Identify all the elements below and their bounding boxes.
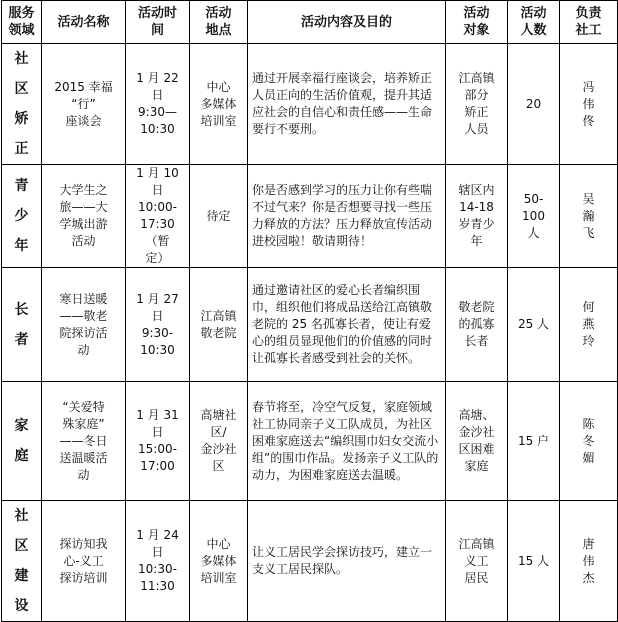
cell-count: 20 [508, 44, 560, 165]
cell-domain: 社 区 矫 正 [2, 44, 42, 165]
cell-place: 中心 多媒体 培训室 [190, 44, 248, 165]
cell-content: 你是否感到学习的压力让你有些喘不过气来？你是否想要寻找一些压力释放的方法？压力释放宣传活动进校园啦！敬请期待！ [248, 165, 446, 268]
header-count: 活动 人数 [508, 1, 560, 44]
table-row [2, 268, 618, 382]
cell-place: 高塘社 区/ 金沙社 区 [190, 382, 248, 501]
cell-count: 25 人 [508, 268, 560, 382]
cell-time: 1 月 24 日 10:30- 11:30 [126, 501, 190, 622]
cell-staff: 何 燕 玲 [560, 268, 618, 382]
activity-table [1, 0, 618, 622]
header-staff: 负责 社工 [560, 1, 618, 44]
cell-staff: 冯 伟 佟 [560, 44, 618, 165]
cell-domain: 长 者 [2, 268, 42, 382]
cell-count: 15 户 [508, 382, 560, 501]
cell-time: 1 月 22 日 9:30— 10:30 [126, 44, 190, 165]
cell-name: 大学生之 旅——大 学城出游 活动 [42, 165, 126, 268]
cell-staff: 吴 瀚 飞 [560, 165, 618, 268]
cell-target: 江高镇 部分 矫正 人员 [446, 44, 508, 165]
cell-staff: 陈 冬 媚 [560, 382, 618, 501]
cell-place: 待定 [190, 165, 248, 268]
cell-place: 江高镇 敬老院 [190, 268, 248, 382]
cell-place: 中心 多媒体 培训室 [190, 501, 248, 622]
table-row [2, 501, 618, 622]
cell-target: 辖区内 14-18 岁青少 年 [446, 165, 508, 268]
cell-name: 2015 幸福 “行” 座谈会 [42, 44, 126, 165]
cell-count: 15 人 [508, 501, 560, 622]
cell-name: “关爱特 殊家庭” ——冬日 送温暖活 动 [42, 382, 126, 501]
table-row [2, 382, 618, 501]
header-content: 活动内容及目的 [248, 1, 446, 44]
header-name: 活动名称 [42, 1, 126, 44]
table-row [2, 44, 618, 165]
cell-target: 高塘、 金沙社 区困难 家庭 [446, 382, 508, 501]
cell-target: 敬老院 的孤寡 长者 [446, 268, 508, 382]
cell-content: 通过开展幸福行座谈会，培养矫正人员正向的生活价值观，提升其适应社会的自信心和责任感——生命要行不要刑。 [248, 44, 446, 165]
cell-time: 1 月 27 日 9:30- 10:30 [126, 268, 190, 382]
cell-name: 寒日送暖 ——敬老 院探访活 动 [42, 268, 126, 382]
cell-staff: 唐 伟 杰 [560, 501, 618, 622]
header-target: 活动 对象 [446, 1, 508, 44]
cell-time: 1 月 10 日 10:00- 17:30 （暂 定） [126, 165, 190, 268]
cell-count: 50- 100 人 [508, 165, 560, 268]
cell-target: 江高镇 义工 居民 [446, 501, 508, 622]
header-row [2, 1, 618, 44]
cell-time: 1 月 31 日 15:00- 17:00 [126, 382, 190, 501]
header-time: 活动时 间 [126, 1, 190, 44]
header-domain: 服务 领域 [2, 1, 42, 44]
cell-content: 让义工居民学会探访技巧，建立一支义工居民探队。 [248, 501, 446, 622]
cell-domain: 青 少 年 [2, 165, 42, 268]
cell-content: 通过邀请社区的爱心长者编织围巾，组织他们将成品送给江高镇敬老院的 25 名孤寡长者，使让有爱心的组员显现他们的价值感的同时让孤寡长者感受到社会的关怀。 [248, 268, 446, 382]
cell-name: 探访知我 心-义工 探访培训 [42, 501, 126, 622]
cell-domain: 家 庭 [2, 382, 42, 501]
table-row [2, 165, 618, 268]
header-place: 活动 地点 [190, 1, 248, 44]
cell-content: 春节将至，冷空气反复，家庭领域社工协同亲子义工队成员，为社区困难家庭送去“编织围巾妇女交流小组”的围巾作品。发扬亲子义工队的动力，为困难家庭送去温暖。 [248, 382, 446, 501]
cell-domain: 社 区 建 设 [2, 501, 42, 622]
